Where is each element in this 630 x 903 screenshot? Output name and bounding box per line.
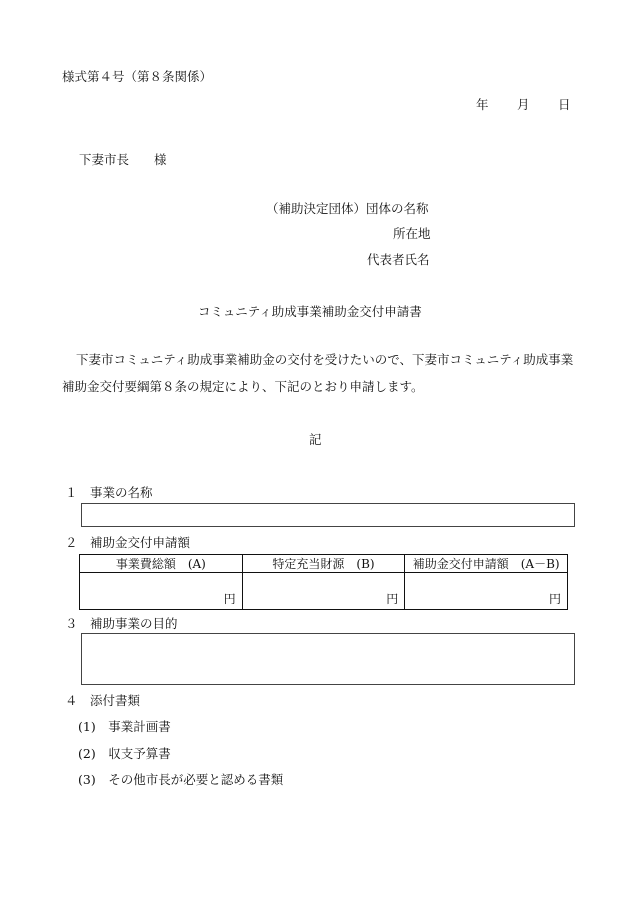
date-day: 日 [558, 97, 571, 112]
grant-requested-cell[interactable] [405, 573, 568, 610]
section3-label: ３ 補助事業の目的 [65, 616, 178, 631]
representative-label: 代表者氏名 [367, 252, 430, 267]
total-cost-cell[interactable] [80, 573, 243, 610]
section4-label: ４ 添付書類 [65, 693, 141, 708]
specific-funds-cell[interactable] [242, 573, 405, 610]
section2-label: ２ 補助金交付申請額 [65, 535, 191, 550]
attachment-item: (2) 収支予算書 [78, 746, 171, 761]
yen-unit: 円 [223, 592, 236, 606]
ki-heading: 記 [309, 432, 322, 447]
date-year: 年 [476, 97, 489, 112]
body-paragraph: 下妻市コミュニティ助成事業補助金の交付を受けたいので、下妻市コミュニティ助成事業補助金交付要綱第８条の規定により、下記のとおり申請します。 [62, 352, 574, 394]
yen-unit: 円 [548, 592, 561, 606]
date-month: 月 [517, 97, 530, 112]
attachment-item: (3) その他市長が必要と認める書類 [78, 772, 284, 787]
header-grant-requested: 補助金交付申請額 (A－B) [405, 555, 568, 573]
header-specific-funds: 特定充当財源 (B) [242, 555, 405, 573]
addressee: 下妻市長 様 [79, 152, 167, 167]
project-name-field[interactable] [81, 503, 575, 527]
section1-label: １ 事業の名称 [65, 485, 153, 500]
document-title: コミュニティ助成事業補助金交付申請書 [198, 304, 422, 319]
form-number: 様式第４号（第８条関係） [62, 69, 213, 84]
project-purpose-field[interactable] [81, 633, 575, 685]
org-name-label: （補助決定団体）団体の名称 [266, 201, 429, 216]
yen-unit: 円 [386, 592, 399, 606]
attachment-item: (1) 事業計画書 [78, 719, 171, 734]
header-total-cost: 事業費総額 (A) [80, 555, 243, 573]
address-label: 所在地 [393, 226, 431, 241]
grant-amount-table [79, 554, 568, 610]
